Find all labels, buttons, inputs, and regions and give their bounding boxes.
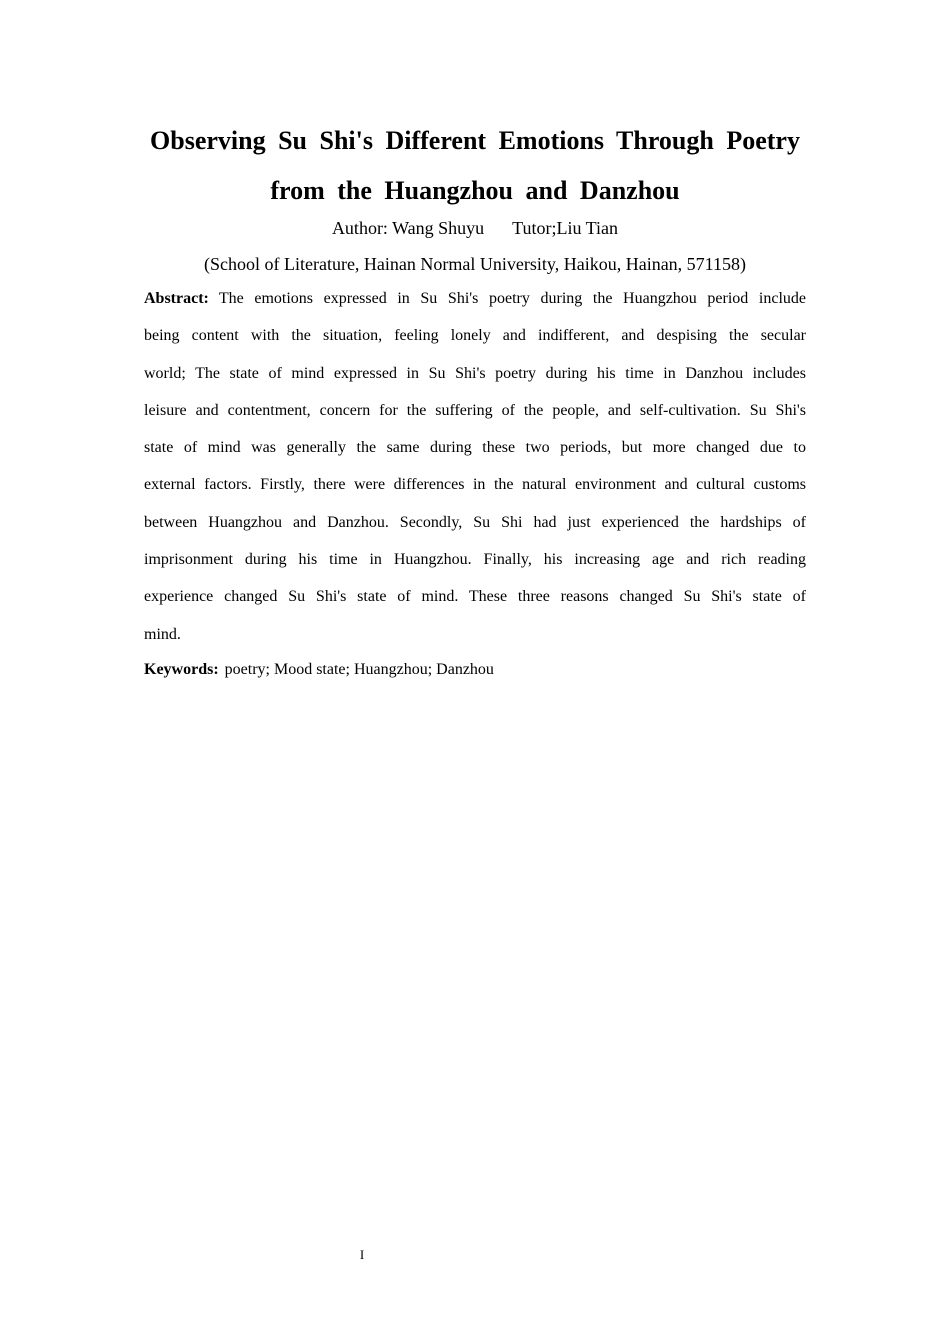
author-line bbox=[144, 216, 806, 240]
abstract bbox=[144, 280, 806, 653]
abstract-text: The emotions expressed in Su Shi's poetry during the Huangzhou period include being content with the situation, feeling lonely and indifferent, and despising the secular world; The state of mind expressed in Su Shi's poetry during his time in Danzhou includes leisure and contentment, concern for the suffering of the people, and self-cultivation. Su Shi's state of mind was generally the same during these two periods, but more changed due to external factors. Firstly, there were differences in the natural environment and cultural customs between Huangzhou and Danzhou. Secondly, Su Shi had just experienced the hardships of imprisonment during his time in Huangzhou. Finally, his increasing age and rich reading experience changed Su Shi's state of mind. These three reasons changed Su Shi's state of mind. bbox=[144, 290, 806, 643]
title-line-2: from the Huangzhou and Danzhou bbox=[270, 176, 680, 205]
keywords bbox=[144, 658, 806, 682]
affiliation: (School of Literature, Hainan Normal University, Haikou, Hainan, 571158) bbox=[203, 254, 747, 274]
keywords-label: Keywords: bbox=[144, 661, 219, 678]
page-number: I bbox=[359, 1247, 365, 1262]
tutor-name: Tutor;Liu Tian bbox=[512, 218, 619, 238]
abstract-label: Abstract: bbox=[144, 290, 209, 307]
keywords-text: poetry; Mood state; Huangzhou; Danzhou bbox=[224, 661, 494, 678]
author-name: Author: Wang Shuyu bbox=[331, 218, 485, 238]
title-line-1: Observing Su Shi's Different Emotions Through Poetry bbox=[150, 126, 800, 155]
